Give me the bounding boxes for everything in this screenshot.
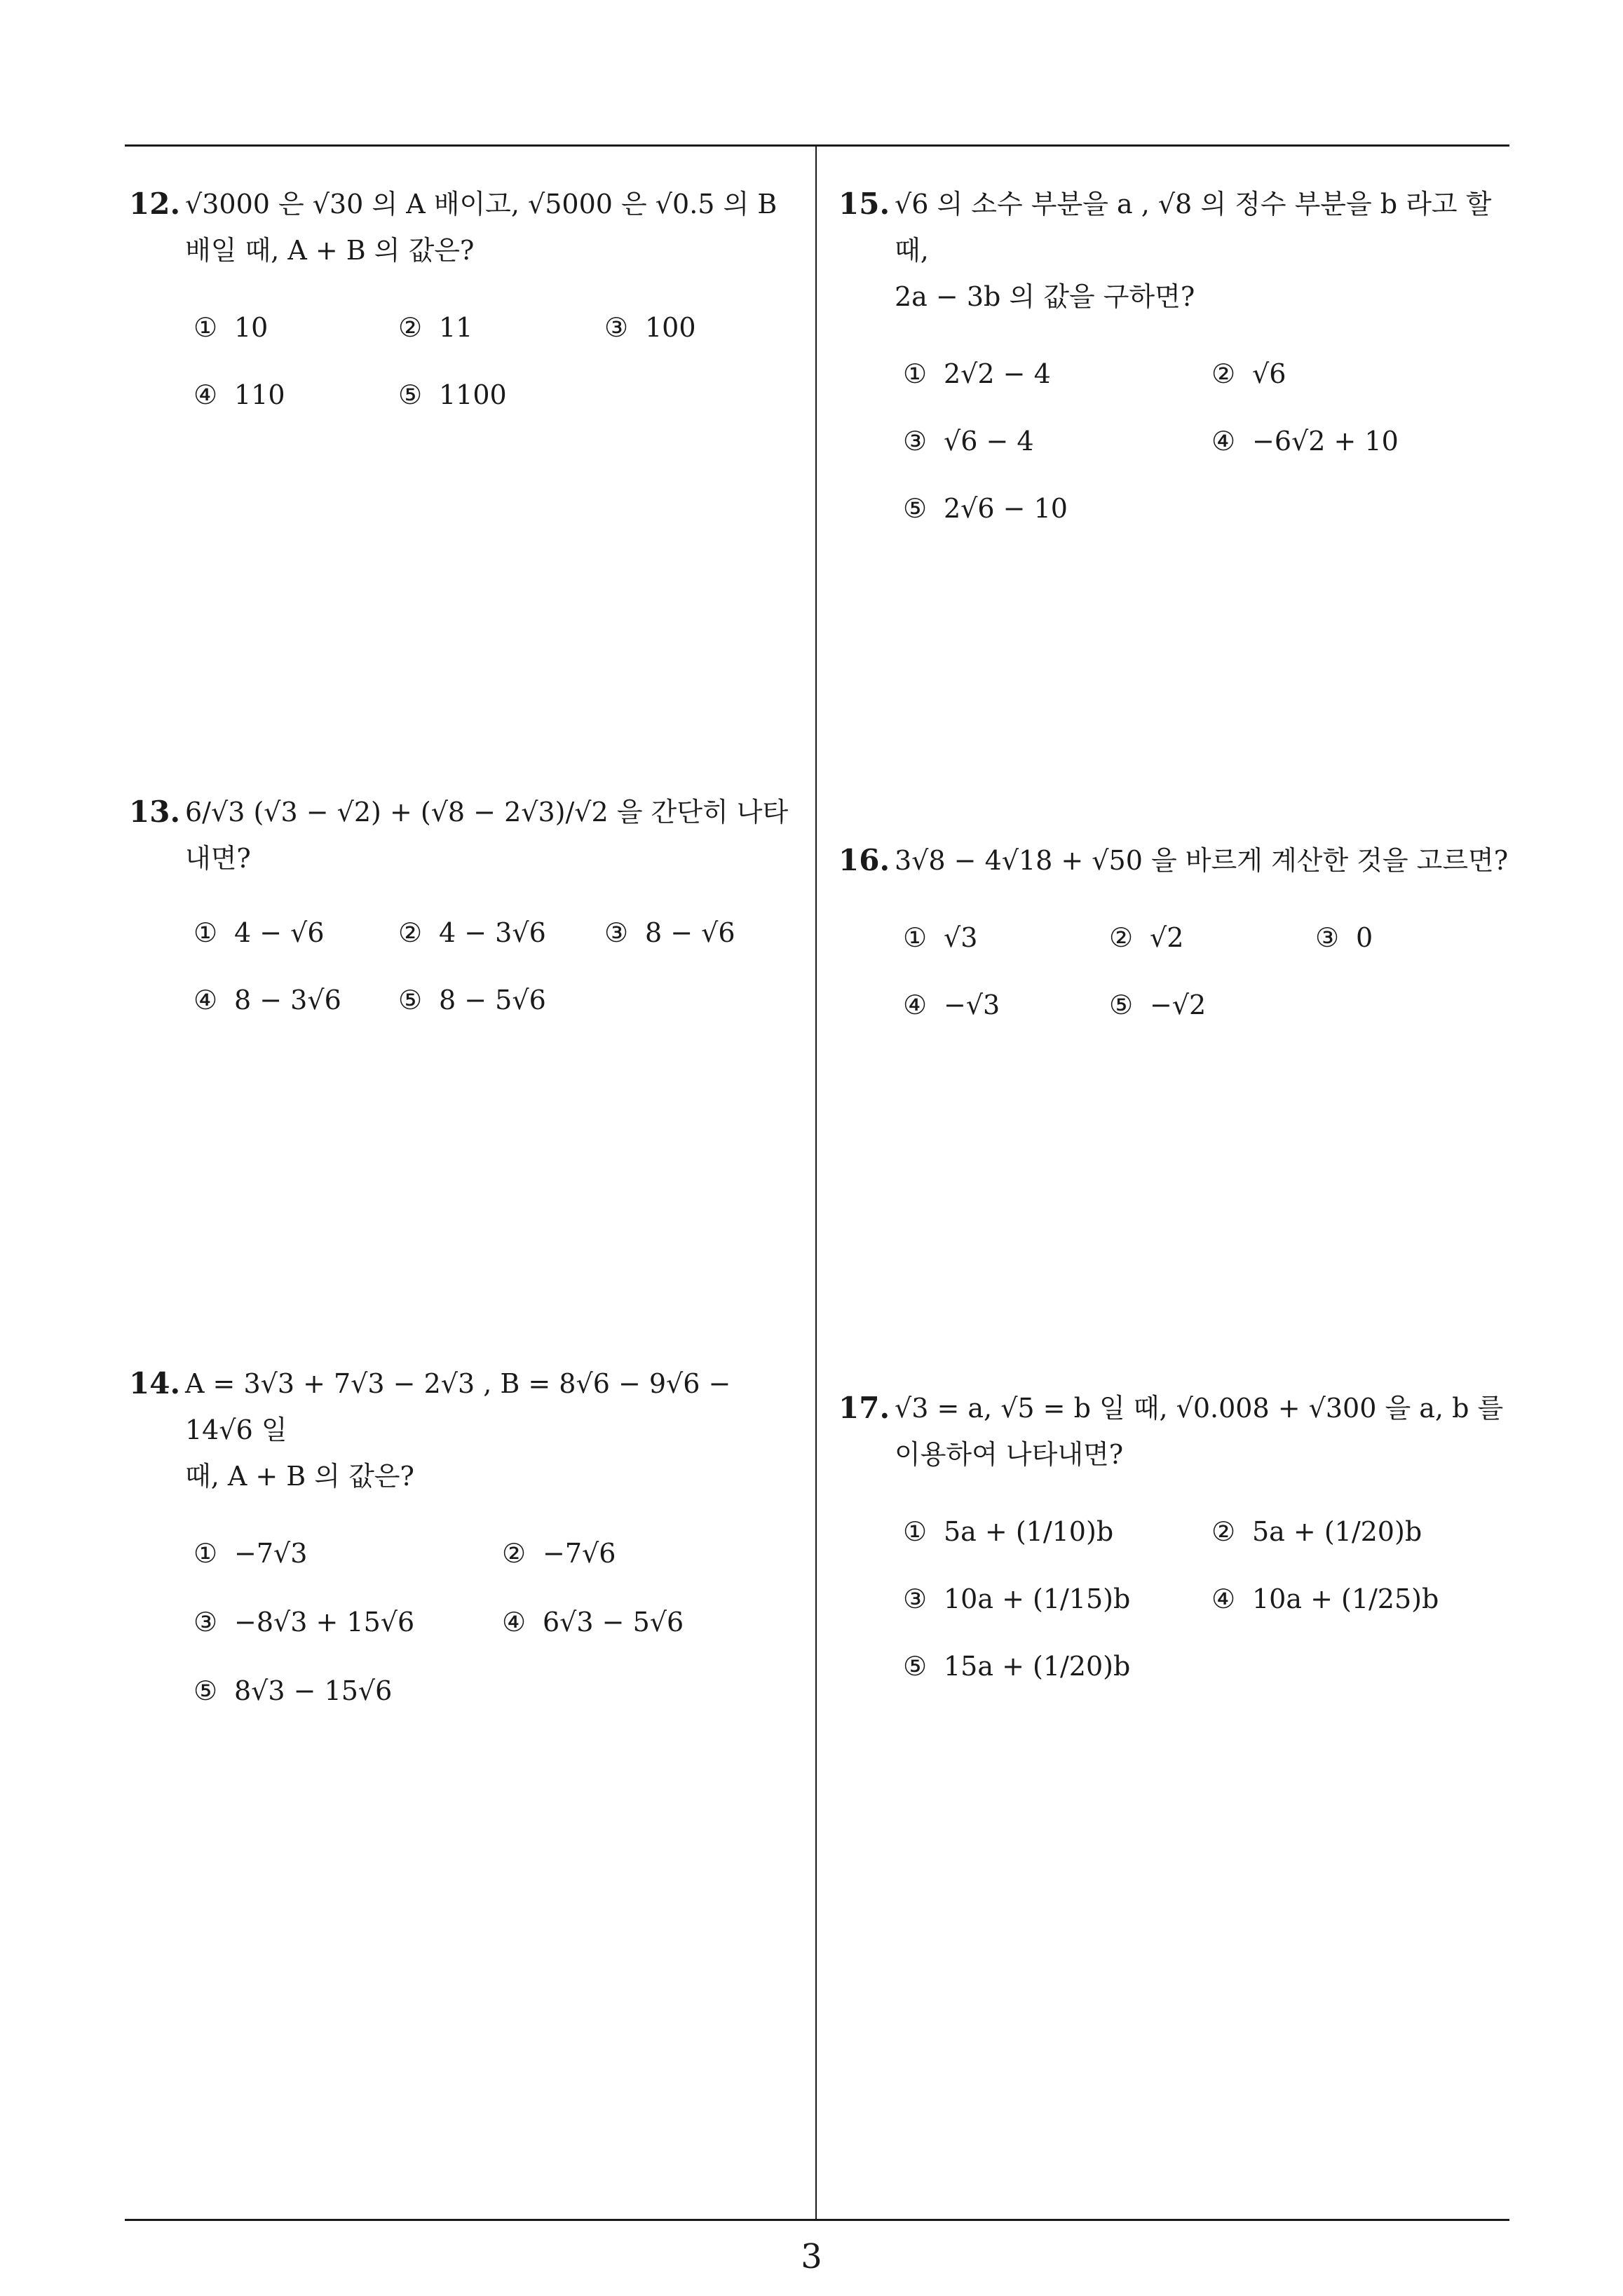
options [129, 1530, 802, 1713]
option-1[interactable]: ① 4 − √6 [193, 917, 325, 948]
option-4[interactable]: ④ 6√3 − 5√6 [502, 1607, 684, 1637]
option-3[interactable]: ③ 0 [1315, 922, 1373, 953]
option-1[interactable]: ① 2√2 − 4 [903, 358, 1051, 389]
option-2[interactable]: ② √2 [1109, 922, 1184, 953]
question-text-line-2: 때, A + B 의 값은? [185, 1461, 414, 1492]
option-4[interactable]: ④ 10a + (1/25)b [1211, 1583, 1439, 1614]
column-divider [815, 144, 817, 2220]
option-5[interactable]: ⑤ 8√3 − 15√6 [193, 1675, 393, 1706]
option-4[interactable]: ④ 8 − 3√6 [193, 985, 341, 1015]
options [129, 910, 802, 1022]
question-text-line-1: 3√8 − 4√18 + √50 을 바르게 계산한 것을 고르면? [895, 845, 1509, 876]
bottom-rule [125, 2219, 1509, 2221]
question-16 [838, 837, 1512, 1027]
option-5[interactable]: ⑤ 1100 [398, 379, 507, 410]
question-15 [838, 181, 1512, 533]
top-rule [125, 144, 1509, 147]
question-text-line-1: √3 = a, √5 = b 일 때, √0.008 + √300 을 a, b 를 [895, 1393, 1504, 1424]
question-text-line-2: 배일 때, A + B 의 값은? [185, 235, 475, 266]
question-number: 17. [838, 1391, 890, 1425]
question-number: 13. [129, 795, 181, 829]
option-3[interactable]: ③ −8√3 + 15√6 [193, 1607, 415, 1637]
option-2[interactable]: ② 4 − 3√6 [398, 917, 546, 948]
option-1[interactable]: ① −7√3 [193, 1538, 308, 1569]
option-5[interactable]: ⑤ −√2 [1109, 990, 1207, 1020]
option-3[interactable]: ③ 8 − √6 [604, 917, 735, 948]
question-17 [838, 1385, 1512, 1691]
question-number: 15. [838, 187, 890, 221]
option-1[interactable]: ① 5a + (1/10)b [903, 1516, 1114, 1547]
option-5[interactable]: ⑤ 15a + (1/20)b [903, 1651, 1131, 1682]
option-5[interactable]: ⑤ 2√6 − 10 [903, 493, 1068, 524]
option-4[interactable]: ④ −6√2 + 10 [1211, 426, 1399, 457]
option-3[interactable]: ③ 10a + (1/15)b [903, 1583, 1131, 1614]
options [838, 1508, 1512, 1691]
option-1[interactable]: ① 10 [193, 312, 269, 343]
question-14 [129, 1360, 802, 1713]
question-number: 14. [129, 1366, 181, 1400]
question-text-line-1: √6 의 소수 부분을 a , √8 의 정수 부분을 b 라고 할 때, [895, 189, 1492, 266]
option-2[interactable]: ② −7√6 [502, 1538, 616, 1569]
question-12 [129, 181, 802, 417]
question-text-line-2: 이용하여 나타내면? [895, 1439, 1124, 1470]
option-3[interactable]: ③ √6 − 4 [903, 426, 1034, 457]
options [838, 351, 1512, 533]
question-text-line-1: √3000 은 √30 의 A 배이고, √5000 은 √0.5 의 B [185, 189, 777, 220]
question-13 [129, 789, 802, 1022]
option-2[interactable]: ② √6 [1211, 358, 1286, 389]
option-4[interactable]: ④ −√3 [903, 990, 1000, 1020]
page-number: 3 [801, 2237, 822, 2276]
options [129, 304, 802, 417]
question-text-line-1: 6/√3 (√3 − √2) + (√8 − 2√3)/√2 을 간단히 나타내면? [185, 797, 789, 874]
option-1[interactable]: ① √3 [903, 922, 978, 953]
question-number: 12. [129, 187, 181, 221]
question-text-line-1: A = 3√3 + 7√3 − 2√3 , B = 8√6 − 9√6 − 14√6 일 [185, 1368, 731, 1445]
option-2[interactable]: ② 5a + (1/20)b [1211, 1516, 1422, 1547]
question-text-line-2: 2a − 3b 의 값을 구하면? [895, 281, 1195, 312]
options [838, 914, 1512, 1027]
option-5[interactable]: ⑤ 8 − 5√6 [398, 985, 546, 1015]
option-3[interactable]: ③ 100 [604, 312, 696, 343]
option-2[interactable]: ② 11 [398, 312, 473, 343]
question-number: 16. [838, 843, 890, 877]
option-4[interactable]: ④ 110 [193, 379, 285, 410]
